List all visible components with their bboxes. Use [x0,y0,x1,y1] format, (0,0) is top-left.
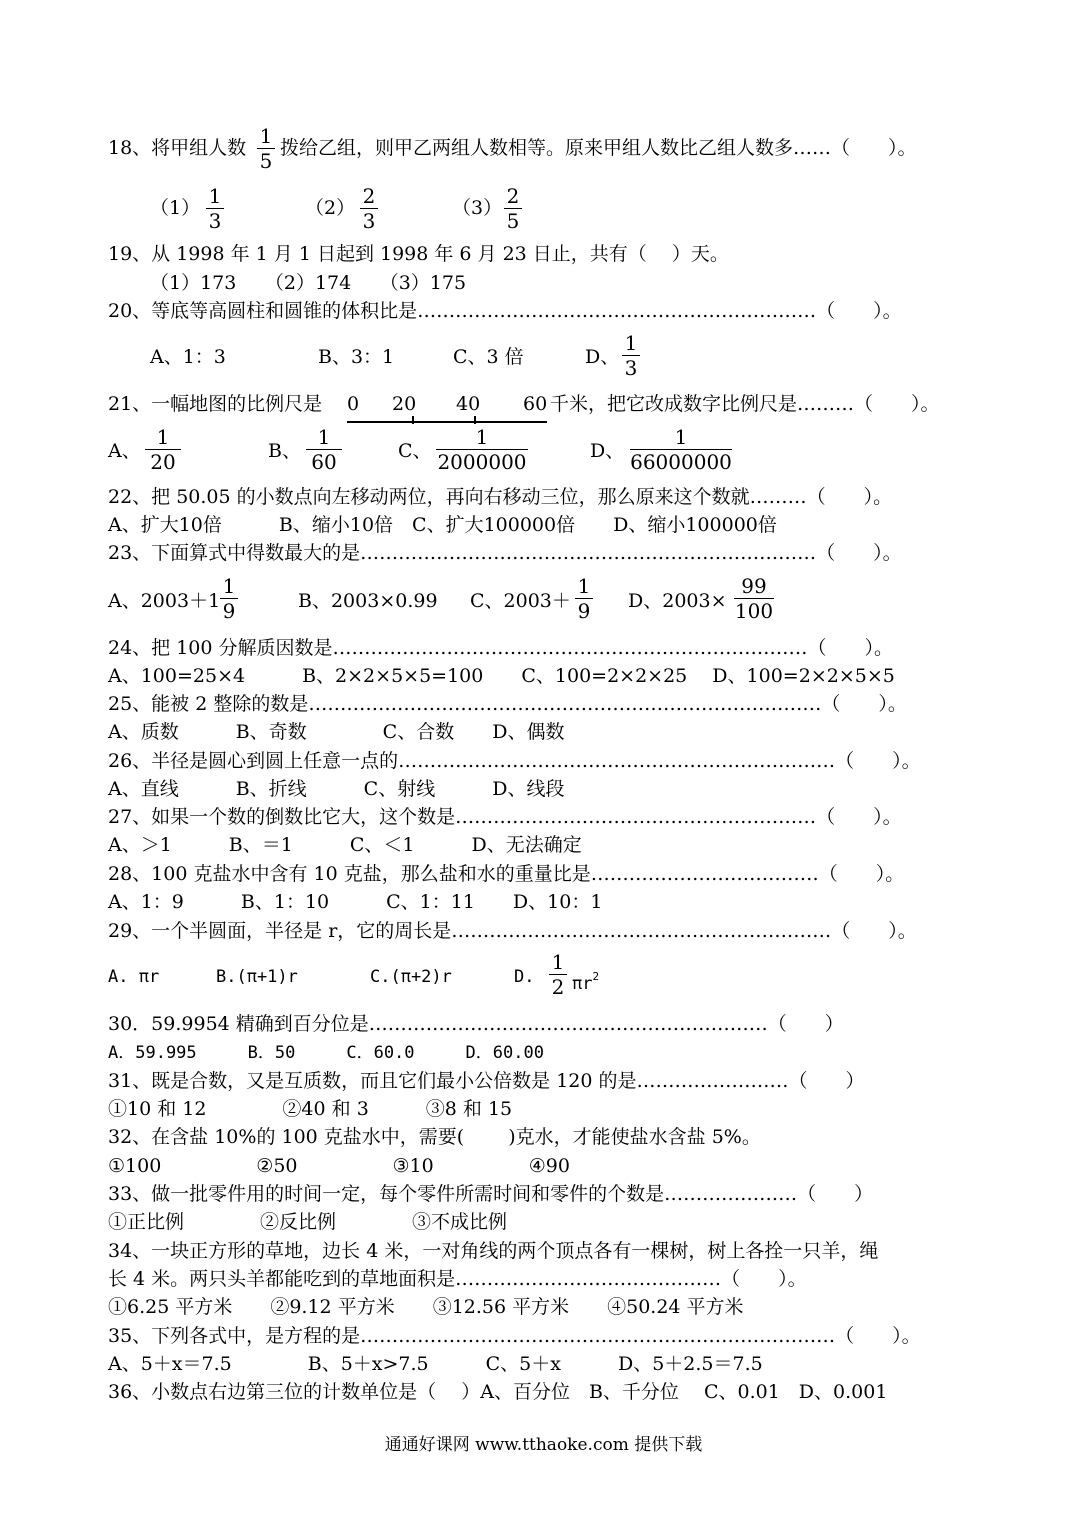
q18-option-3-label: （3） [452,197,503,219]
q36-stem: 36、小数点右边第三位的计数单位是（ ）A、百分位 B、千分位 C、0.01 D、0.001 [108,1381,888,1403]
q19-stem: 19、从 1998 年 1 月 1 日起到 1998 年 6 月 23 日止，共有（ ）天。 [108,243,729,265]
q18-stem [108,137,246,159]
q18-option-1-fraction: 1 3 [206,184,224,233]
q31-stem: 31、既是合数，又是互质数，而且它们最小公倍数是 120 的是……………………（ ） [108,1070,865,1092]
q18-pre: 18、将甲组人数 [108,137,247,159]
scale-tick-40: 40 [456,393,481,415]
q19-options: （1）173 （2）174 （3）175 [150,272,467,294]
q20-stem: 20、等底等高圆柱和圆锥的体积比是………………………………………………………（ ）。 [108,300,902,322]
q28-stem: 28、100 克盐水中含有 10 克盐，那么盐和水的重量比是………………………………（ ）。 [108,863,905,885]
q18-fraction: 1 5 [257,124,275,173]
q32-stem: 32、在含盐 10%的 100 克盐水中，需要( )克水，才能使盐水含盐 5%。 [108,1126,761,1148]
footer-source: 通通好课网 www.tthaoke.com 提供下载 [384,1435,703,1455]
q18-option-2-fraction: 2 3 [360,184,378,233]
q21-pre: 21、一幅地图的比例尺是 [108,393,323,415]
q23-option-c-fraction: 1 9 [575,574,593,623]
q24-stem: 24、把 100 分解质因数是…………………………………………………………………（ ）。 [108,637,894,659]
scale-tick-60: 60 [523,393,548,415]
q22-options: A、扩大10倍 B、缩小10倍 C、扩大100000倍 D、缩小100000倍 [108,514,777,536]
q23-option-c-pre: C、2003＋ [470,590,571,612]
q23-option-d-fraction: 99 100 [734,574,774,623]
q24-options: A、100=25×4 B、2×2×5×5=100 C、100=2×2×25 D、100=2×2×5×5 [108,665,895,687]
q32-options: ①100 ②50 ③10 ④90 [108,1155,570,1177]
q25-stem: 25、能被 2 整除的数是………………………………………………………………………（ ）。 [108,693,907,715]
q27-stem: 27、如果一个数的倒数比它大，这个数是…………………………………………………（ ）。 [108,806,902,828]
q23-option-a-fraction: 1 9 [220,574,238,623]
q29-option-d-fraction: 1 2 [549,950,567,999]
q23-option-d-pre: D、2003× [628,590,727,612]
q27-options: A、＞1 B、＝1 C、＜1 D、无法确定 [108,834,582,856]
q29-option-b: B.(π+1)r [216,967,298,987]
q20-option-c: C、3 倍 [453,346,524,368]
scale-tick-0: 0 [347,393,360,415]
q20-option-b: B、3：1 [318,346,395,368]
q25-options: A、质数 B、奇数 C、合数 D、偶数 [108,721,565,743]
q23-option-a-pre: A、2003＋1 [108,590,221,612]
q35-options: A、5＋x＝7.5 B、5＋x>7.5 C、5＋x D、5＋2.5＝7.5 [108,1353,763,1375]
q21-option-c-fraction: 1 2000000 [437,425,527,474]
q21-option-d-label: D、 [590,440,625,462]
q20-option-a: A、1：3 [150,346,226,368]
scale-bar [347,421,547,423]
q29-stem: 29、一个半圆面，半径是 r，它的周长是……………………………………………………（ ）。 [108,920,917,942]
q33-stem: 33、做一批零件用的时间一定，每个零件所需时间和零件的个数是…………………（ ） [108,1183,874,1205]
q18-option-2-label: （2） [305,197,356,219]
q21-option-b-label: B、 [268,440,301,462]
q22-stem: 22、把 50.05 的小数点向左移动两位，再向右移动三位，那么原来这个数就………（ ）。 [108,486,893,508]
q21-post: 千米，把它改成数字比例尺是………（ ）。 [550,393,940,415]
q21-option-d-fraction: 1 66000000 [630,425,732,474]
scale-bar-tick [412,416,414,424]
q28-options: A、1：9 B、1：10 C、1：11 D、10：1 [108,891,603,913]
q29-option-d-label: D. [514,967,535,987]
q23-option-b: B、2003×0.99 [298,590,438,612]
q29-option-c: C.(π+2)r [370,967,452,987]
q33-options: ①正比例 ②反比例 ③不成比例 [108,1211,508,1233]
q21-option-a-fraction: 1 20 [145,425,181,474]
q26-stem: 26、半径是圆心到圆上任意一点的……………………………………………………………（ ）。 [108,750,921,772]
q29-option-d-post: $\pi r^2$ [572,970,600,994]
q35-stem: 35、下列各式中，是方程的是…………………………………………………………………（ ）。 [108,1325,921,1347]
q21-option-a-label: A、 [108,440,141,462]
q21-option-b-fraction: 1 60 [306,425,342,474]
q20-option-d-fraction: 1 3 [622,331,640,380]
q21-option-c-label: C、 [398,440,432,462]
scale-bar-tick [474,416,476,424]
q20-option-d-label: D、 [585,346,620,368]
q18-option-1-label: （1） [150,197,201,219]
q26-options: A、直线 B、折线 C、射线 D、线段 [108,778,565,800]
q31-options: ①10 和 12 ②40 和 3 ③8 和 15 [108,1098,513,1120]
q34-stem-line-2: 长 4 米。两只头羊都能吃到的草地面积是……………………………………（ ）。 [108,1268,807,1290]
q34-stem-line-1: 34、一块正方形的草地，边长 4 米，一对角线的两个顶点各有一棵树，树上各拴一只羊，绳 [108,1240,879,1262]
q29-option-a: A. πr [108,967,160,987]
q18-option-3-fraction: 2 5 [504,184,522,233]
q30-stem: 30．59.9954 精确到百分位是………………………………………………………（ ） [108,1013,844,1035]
scale-tick-20: 20 [392,393,417,415]
q18-post: 拨给乙组，则甲乙两组人数相等。原来甲组人数比乙组人数多……（ ）。 [280,137,917,159]
q34-options: ①6.25 平方米 ②9.12 平方米 ③12.56 平方米 ④50.24 平方米 [108,1296,744,1318]
q23-stem: 23、下面算式中得数最大的是………………………………………………………………（ ）。 [108,542,902,564]
q30-options: A．59.995 B．50 C．60.0 D．60.00 [108,1043,544,1063]
